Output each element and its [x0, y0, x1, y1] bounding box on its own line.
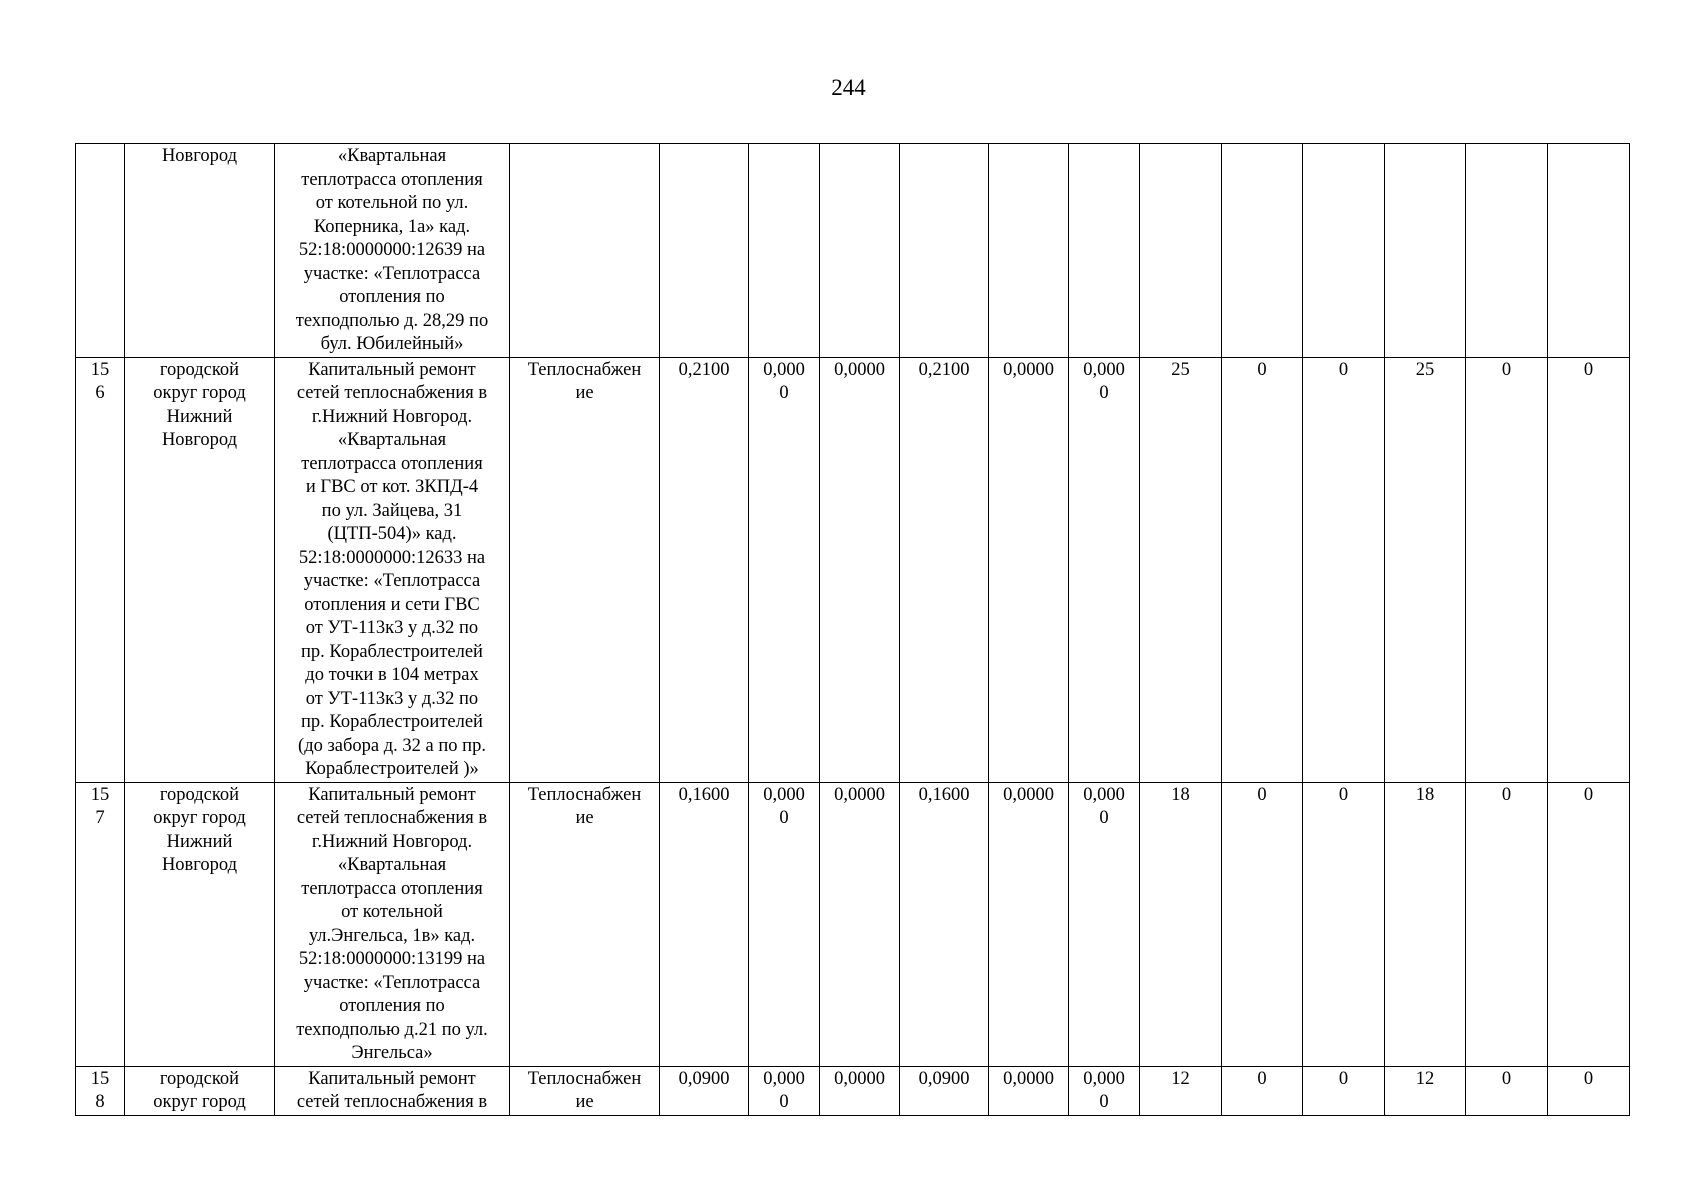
- cell-value: [749, 144, 820, 358]
- cell-description: Капитальный ремонт сетей теплоснабжения в: [275, 1066, 510, 1115]
- cell-count: 0: [1222, 357, 1303, 782]
- cell-value: 0,000 0: [749, 1066, 820, 1115]
- cell-municipality: городской округ город: [125, 1066, 275, 1115]
- cell-value: 0,2100: [660, 357, 749, 782]
- cell-type: Теплоснабжен ие: [510, 357, 660, 782]
- cell-description: «Квартальная теплотрасса отопления от котельной по ул. Коперника, 1а» кад. 52:18:0000000:12639 на участке: «Теплотрасса отопления по техподполью д. 28,29 по бул. Юбилейный»: [275, 144, 510, 358]
- cell-row-number: 15 7: [76, 782, 125, 1066]
- cell-count: 0: [1466, 1066, 1548, 1115]
- cell-municipality: городской округ город Нижний Новгород: [125, 357, 275, 782]
- cell-count: 18: [1140, 782, 1222, 1066]
- cell-count: 0: [1548, 782, 1630, 1066]
- cell-count: 25: [1140, 357, 1222, 782]
- cell-description: Капитальный ремонт сетей теплоснабжения в г.Нижний Новгород. «Квартальная теплотрасса отопления от котельной ул.Энгельса, 1в» кад. 52:18:0000000:13199 на участке: «Теплотрасса отопления по техподполью д.21 по ул. Энгельса»: [275, 782, 510, 1066]
- table-row: [76, 144, 1630, 358]
- cell-value: [660, 144, 749, 358]
- cell-value: [989, 144, 1069, 358]
- cell-row-number: 15 8: [76, 1066, 125, 1115]
- cell-count: 0: [1303, 357, 1385, 782]
- cell-value: 0,0900: [660, 1066, 749, 1115]
- cell-value: 0,0000: [820, 1066, 900, 1115]
- cell-count: 12: [1140, 1066, 1222, 1115]
- cell-value: 0,1600: [660, 782, 749, 1066]
- cell-count: [1303, 144, 1385, 358]
- cell-count: 12: [1385, 1066, 1466, 1115]
- cell-row-number: [76, 144, 125, 358]
- cell-count: [1466, 144, 1548, 358]
- cell-count: 18: [1385, 782, 1466, 1066]
- table-row: [76, 782, 1630, 1066]
- cell-count: 0: [1466, 357, 1548, 782]
- cell-value: [900, 144, 989, 358]
- data-table: [75, 143, 1630, 1116]
- cell-value: 0,1600: [900, 782, 989, 1066]
- cell-municipality: Новгород: [125, 144, 275, 358]
- cell-value: 0,0000: [989, 1066, 1069, 1115]
- cell-count: 25: [1385, 357, 1466, 782]
- cell-count: 0: [1222, 782, 1303, 1066]
- cell-count: [1548, 144, 1630, 358]
- cell-value: [1069, 144, 1140, 358]
- cell-row-number: 15 6: [76, 357, 125, 782]
- cell-count: 0: [1303, 782, 1385, 1066]
- cell-value: 0,000 0: [1069, 1066, 1140, 1115]
- table-row: [76, 1066, 1630, 1115]
- cell-type: Теплоснабжен ие: [510, 782, 660, 1066]
- cell-count: 0: [1548, 357, 1630, 782]
- cell-count: 0: [1303, 1066, 1385, 1115]
- page-number: 244: [831, 75, 866, 100]
- cell-value: 0,000 0: [749, 357, 820, 782]
- cell-value: [820, 144, 900, 358]
- cell-count: [1385, 144, 1466, 358]
- cell-type: [510, 144, 660, 358]
- cell-count: [1222, 144, 1303, 358]
- cell-value: 0,2100: [900, 357, 989, 782]
- cell-count: 0: [1466, 782, 1548, 1066]
- cell-count: 0: [1548, 1066, 1630, 1115]
- cell-value: 0,0900: [900, 1066, 989, 1115]
- table-row: [76, 357, 1630, 782]
- cell-count: 0: [1222, 1066, 1303, 1115]
- cell-count: [1140, 144, 1222, 358]
- cell-value: 0,0000: [989, 357, 1069, 782]
- cell-type: Теплоснабжен ие: [510, 1066, 660, 1115]
- cell-value: 0,000 0: [1069, 357, 1140, 782]
- cell-value: 0,000 0: [749, 782, 820, 1066]
- cell-value: 0,000 0: [1069, 782, 1140, 1066]
- cell-municipality: городской округ город Нижний Новгород: [125, 782, 275, 1066]
- cell-value: 0,0000: [820, 782, 900, 1066]
- cell-value: 0,0000: [820, 357, 900, 782]
- cell-value: 0,0000: [989, 782, 1069, 1066]
- cell-description: Капитальный ремонт сетей теплоснабжения в г.Нижний Новгород. «Квартальная теплотрасса отопления и ГВС от кот. ЗКПД-4 по ул. Зайцева, 31 (ЦТП-504)» кад. 52:18:0000000:12633 на участке: «Теплотрасса отопления и сети ГВС от УТ-113к3 у д.32 по пр. Кораблестроителей до точки в 104 метрах от УТ-113к3 у д.32 по пр. Кораблестроителей (до забора д. 32 а по пр. Кораблестроителей )»: [275, 357, 510, 782]
